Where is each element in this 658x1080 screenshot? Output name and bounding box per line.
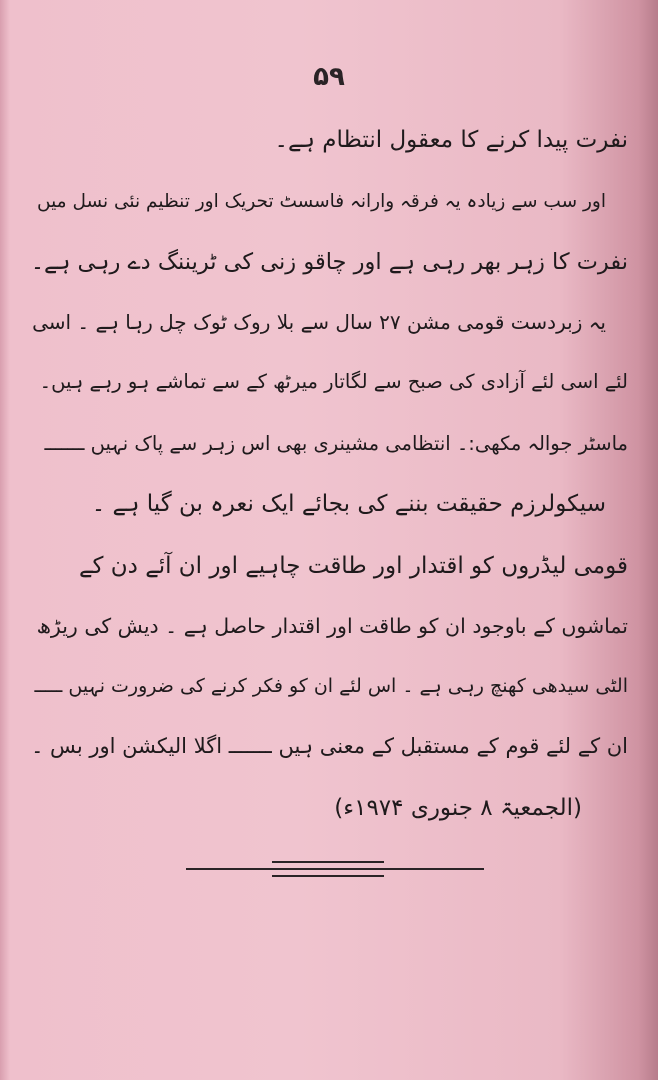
text-line: قومی لیڈروں کو اقتدار اور طاقت چاہیے اور ان آئے دن کے xyxy=(79,553,628,579)
citation: (الجمعیۃ ۸ جنوری ۱۹۷۴ء) xyxy=(334,795,582,821)
text-line: ان کے لئے قوم کے مستقبل کے معنی ہیں ـــــــ اگلا الیکشن اور بس ۔ xyxy=(31,734,628,758)
text-line: سیکولرزم حقیقت بننے کی بجائے ایک نعرہ بن گیا ہے ۔ xyxy=(91,491,606,517)
text-line: الٹی سیدھی کھنچ رہی ہے ۔ اس لئے ان کو فکر کرنے کی ضرورت نہیں ـــــ xyxy=(34,675,628,697)
text-line: ماسٹر جوالہ مکھی:۔ انتظامی مشینری بھی اس زہر سے پاک نہیں ـــــــ xyxy=(44,432,628,455)
text-line: نفرت کا زہر بھر رہی ہے اور چاقو زنی کی ٹریننگ دے رہی ہے۔ xyxy=(30,249,628,275)
text-line: نفرت پیدا کرنے کا معقول انتظام ہے۔ xyxy=(274,127,628,153)
end-rule-middle xyxy=(186,868,484,870)
end-rule-top xyxy=(272,861,384,863)
page-number: ۵۹ xyxy=(313,62,345,92)
text-line: یہ زبردست قومی مشن ۲۷ سال سے بلا روک ٹوک چل رہا ہے ۔ اسی xyxy=(32,310,606,334)
text-line: لئے اسی لئے آزادی کی صبح سے لگاتار میرٹھ کے سے تماشے ہو رہے ہیں۔ xyxy=(39,370,628,393)
end-rule-bottom xyxy=(272,875,384,877)
text-line: اور سب سے زیادہ یہ فرقہ وارانہ فاسسٹ تحریک اور تنظیم نئی نسل میں xyxy=(37,191,606,212)
text-line: تماشوں کے باوجود ان کو طاقت اور اقتدار حاصل ہے ۔ دیش کی ریڑھ xyxy=(36,614,628,638)
